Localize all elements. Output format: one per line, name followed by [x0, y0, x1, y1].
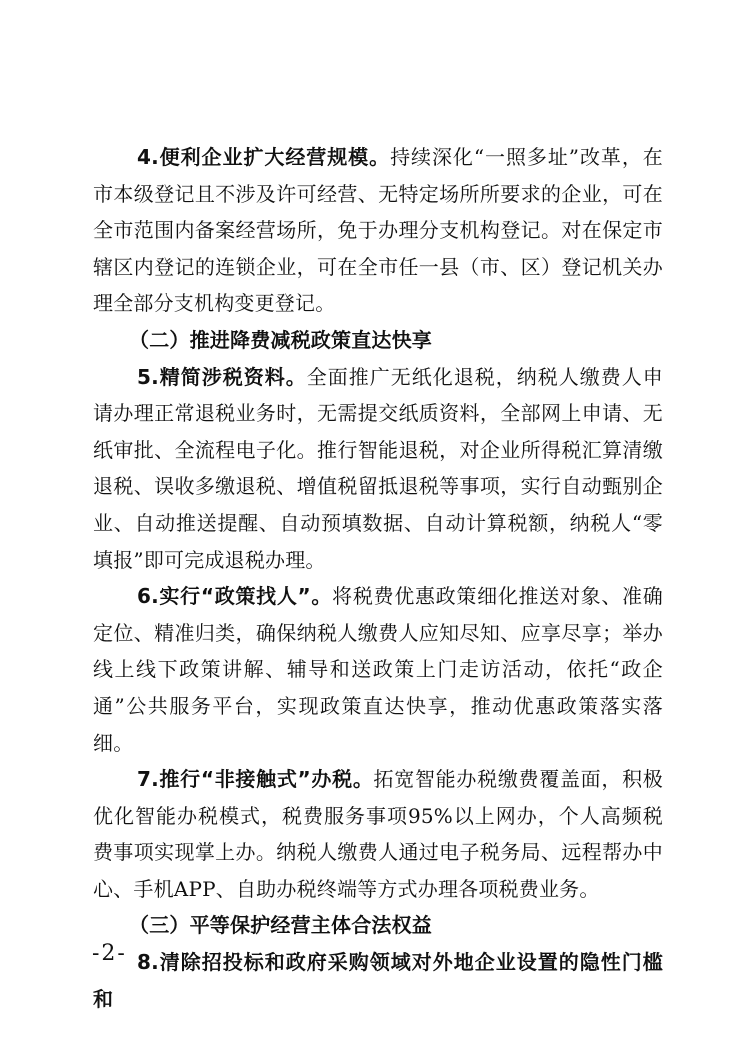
item-7-lead: 7.推行“非接触式”办税。 — [137, 767, 374, 792]
paragraph-item-8 — [93, 944, 663, 1017]
section-heading-2: （二）推进降费减税政策直达快享 — [129, 327, 432, 352]
item-5-body: 全面推广无纸化退税，纳税人缴费人申请办理正常退税业务时，无需提交纸质资料，全部网上申请、无纸审批、全流程电子化。推行智能退税，对企业所得税汇算清缴退税、误收多缴退税、增值税留抵退税等事项，实行自动甄别企业、自动推送提醒、自动预填数据、自动计算税额，纳税人“零填报”即可完成退税办理。 — [93, 364, 663, 572]
document-body — [93, 139, 663, 1017]
page-number: -2- — [92, 941, 127, 966]
section-heading-3: （三）平等保护经营主体合法权益 — [129, 913, 432, 938]
item-7-body: 拓宽智能办税缴费覆盖面，积极优化智能办税模式，税费服务事项95%以上网办，个人高频税费事项实现掌上办。纳税人缴费人通过电子税务局、远程帮办中心、手机APP、自助办税终端等方式办理各项税费业务。 — [93, 767, 663, 901]
paragraph-item-6 — [93, 578, 663, 761]
item-5-lead: 5.精简涉税资料。 — [137, 364, 307, 389]
item-4-body: 持续深化“一照多址”改革，在市本级登记且不涉及许可经营、无特定场所所要求的企业，可在全市范围内备案经营场所，免于办理分支机构登记。对在保定市辖区内登记的连锁企业，可在全市任一县（市、区）登记机关办理全部分支机构变更登记。 — [93, 145, 663, 316]
item-6-body: 将税费优惠政策细化推送对象、准确定位、精准归类，确保纳税人缴费人应知尽知、应享尽享；举办线上线下政策讲解、辅导和送政策上门走访活动，依托“政企通”公共服务平台，实现政策直达快享，推动优惠政策落实落细。 — [93, 584, 663, 755]
item-8-lead: 8.清除招投标和政府采购领域对外地企业设置的隐性门槛和 — [93, 950, 663, 1011]
paragraph-item-5 — [93, 359, 663, 579]
paragraph-item-4 — [93, 139, 663, 322]
item-4-lead: 4.便利企业扩大经营规模。 — [137, 145, 391, 169]
paragraph-item-7 — [93, 761, 663, 907]
item-6-lead: 6.实行“政策找人”。 — [137, 584, 333, 609]
